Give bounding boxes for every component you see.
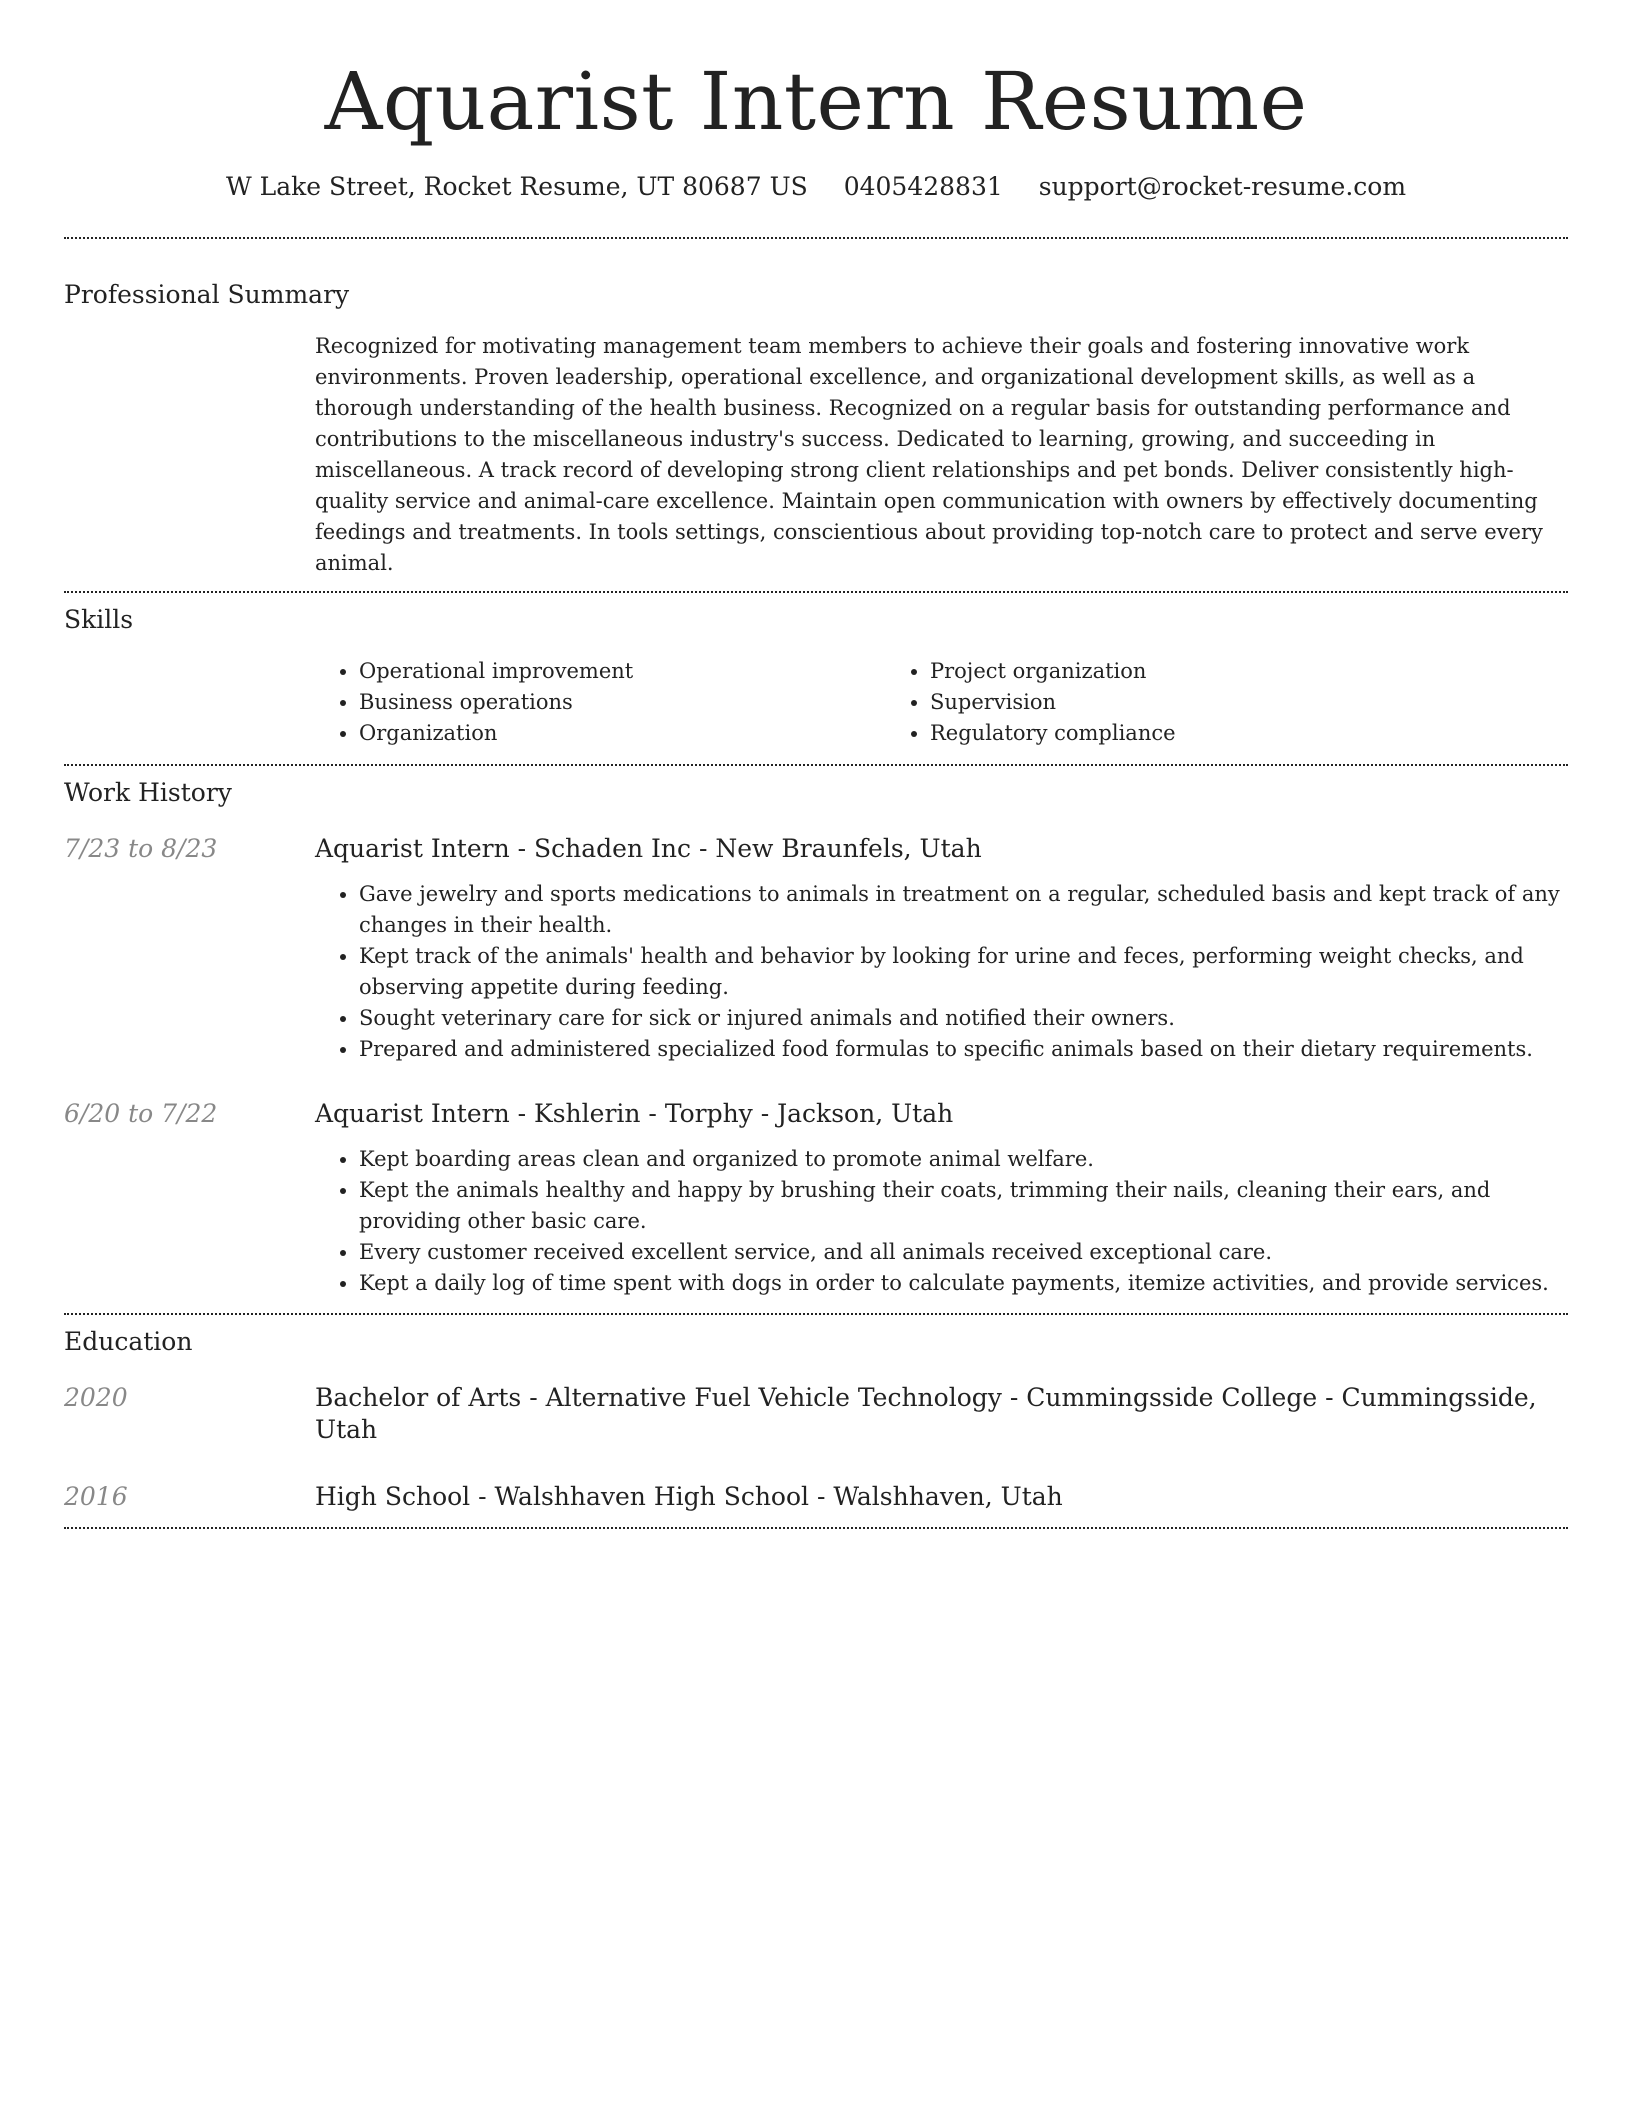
resume-page bbox=[64, 0, 1568, 1529]
work-heading: Aquarist Intern - Kshlerin - Torphy - Jackson, Utah bbox=[315, 1099, 954, 1128]
work-bullet: • Kept boarding areas clean and organized to promote animal welfare. bbox=[359, 1144, 1568, 1175]
section-title-work: Work History bbox=[64, 778, 232, 807]
education-entry-body bbox=[315, 1481, 1568, 1513]
work-entry-body bbox=[315, 833, 1568, 1065]
skill-item: • Business operations bbox=[359, 687, 886, 718]
section-divider bbox=[64, 591, 1568, 593]
skill-item: • Organization bbox=[359, 718, 886, 749]
contact-phone: 0405428831 bbox=[843, 172, 1003, 201]
education-heading: High School - Walshhaven High School - Walshhaven, Utah bbox=[315, 1482, 1063, 1511]
education-entry bbox=[64, 1481, 1568, 1513]
work-entry bbox=[64, 833, 1568, 1065]
education-year: 2020 bbox=[64, 1383, 128, 1412]
work-bullet: • Kept the animals healthy and happy by brushing their coats, trimming their nails, cleaning their ears, and providing other basic care. bbox=[359, 1175, 1568, 1237]
work-dates: 7/23 to 8/23 bbox=[64, 834, 218, 863]
skills-column-left bbox=[315, 656, 886, 749]
section-title-skills: Skills bbox=[64, 605, 134, 634]
resume-title: Aquarist Intern Resume bbox=[324, 55, 1308, 148]
education-entry bbox=[64, 1382, 1568, 1446]
skills-list bbox=[315, 656, 1568, 749]
section-divider bbox=[64, 1313, 1568, 1315]
work-bullet: • Kept track of the animals' health and behavior by looking for urine and feces, performing weight checks, and observing appetite during feeding. bbox=[359, 941, 1568, 1003]
work-bullet: • Gave jewelry and sports medications to animals in treatment on a regular, scheduled basis and kept track of any changes in their health. bbox=[359, 879, 1568, 941]
skills-column-right bbox=[886, 656, 1457, 749]
contact-address: W Lake Street, Rocket Resume, UT 80687 US bbox=[225, 172, 808, 201]
education-entry-body bbox=[315, 1382, 1568, 1446]
section-divider bbox=[64, 237, 1568, 239]
education-year: 2016 bbox=[64, 1482, 128, 1511]
section-divider bbox=[64, 764, 1568, 766]
skill-item: • Project organization bbox=[930, 656, 1457, 687]
contact-line bbox=[64, 172, 1568, 201]
summary-text: Recognized for motivating management team members to achieve their goals and fostering innovative work environments. Proven leadership, operational excellence, and organizational development skills, as well as a thorough understanding of the health business. Recognized on a regular basis for outstanding performance and contributions to the miscellaneous industry's success. Dedicated to learning, growing, and succeeding in miscellaneous. A track record of developing strong client relationships and pet bonds. Deliver consistently high-quality service and animal-care excellence. Maintain open communication with owners by effectively documenting feedings and treatments. In tools settings, conscientious about providing top-notch care to protect and serve every animal. bbox=[315, 334, 1543, 575]
work-bullet: • Every customer received excellent service, and all animals received exceptional care. bbox=[359, 1237, 1568, 1268]
skill-item: • Operational improvement bbox=[359, 656, 886, 687]
work-dates: 6/20 to 7/22 bbox=[64, 1099, 218, 1128]
work-bullet: • Sought veterinary care for sick or injured animals and notified their owners. bbox=[359, 1003, 1568, 1034]
work-bullet: • Prepared and administered specialized food formulas to specific animals based on their dietary requirements. bbox=[359, 1034, 1568, 1065]
work-bullets bbox=[315, 1144, 1568, 1299]
skill-item: • Supervision bbox=[930, 687, 1457, 718]
education-heading: Bachelor of Arts - Alternative Fuel Vehicle Technology - Cummingsside College - Cummingsside, Utah bbox=[315, 1383, 1537, 1444]
contact-email: support@rocket-resume.com bbox=[1038, 172, 1407, 201]
work-entry-body bbox=[315, 1098, 1568, 1299]
work-entry bbox=[64, 1098, 1568, 1299]
work-bullets bbox=[315, 879, 1568, 1065]
section-divider bbox=[64, 1527, 1568, 1529]
skill-item: • Regulatory compliance bbox=[930, 718, 1457, 749]
work-heading: Aquarist Intern - Schaden Inc - New Braunfels, Utah bbox=[315, 834, 982, 863]
section-title-summary: Professional Summary bbox=[64, 280, 350, 309]
section-title-education: Education bbox=[64, 1327, 193, 1356]
work-bullet: • Kept a daily log of time spent with dogs in order to calculate payments, itemize activities, and provide services. bbox=[359, 1268, 1568, 1299]
